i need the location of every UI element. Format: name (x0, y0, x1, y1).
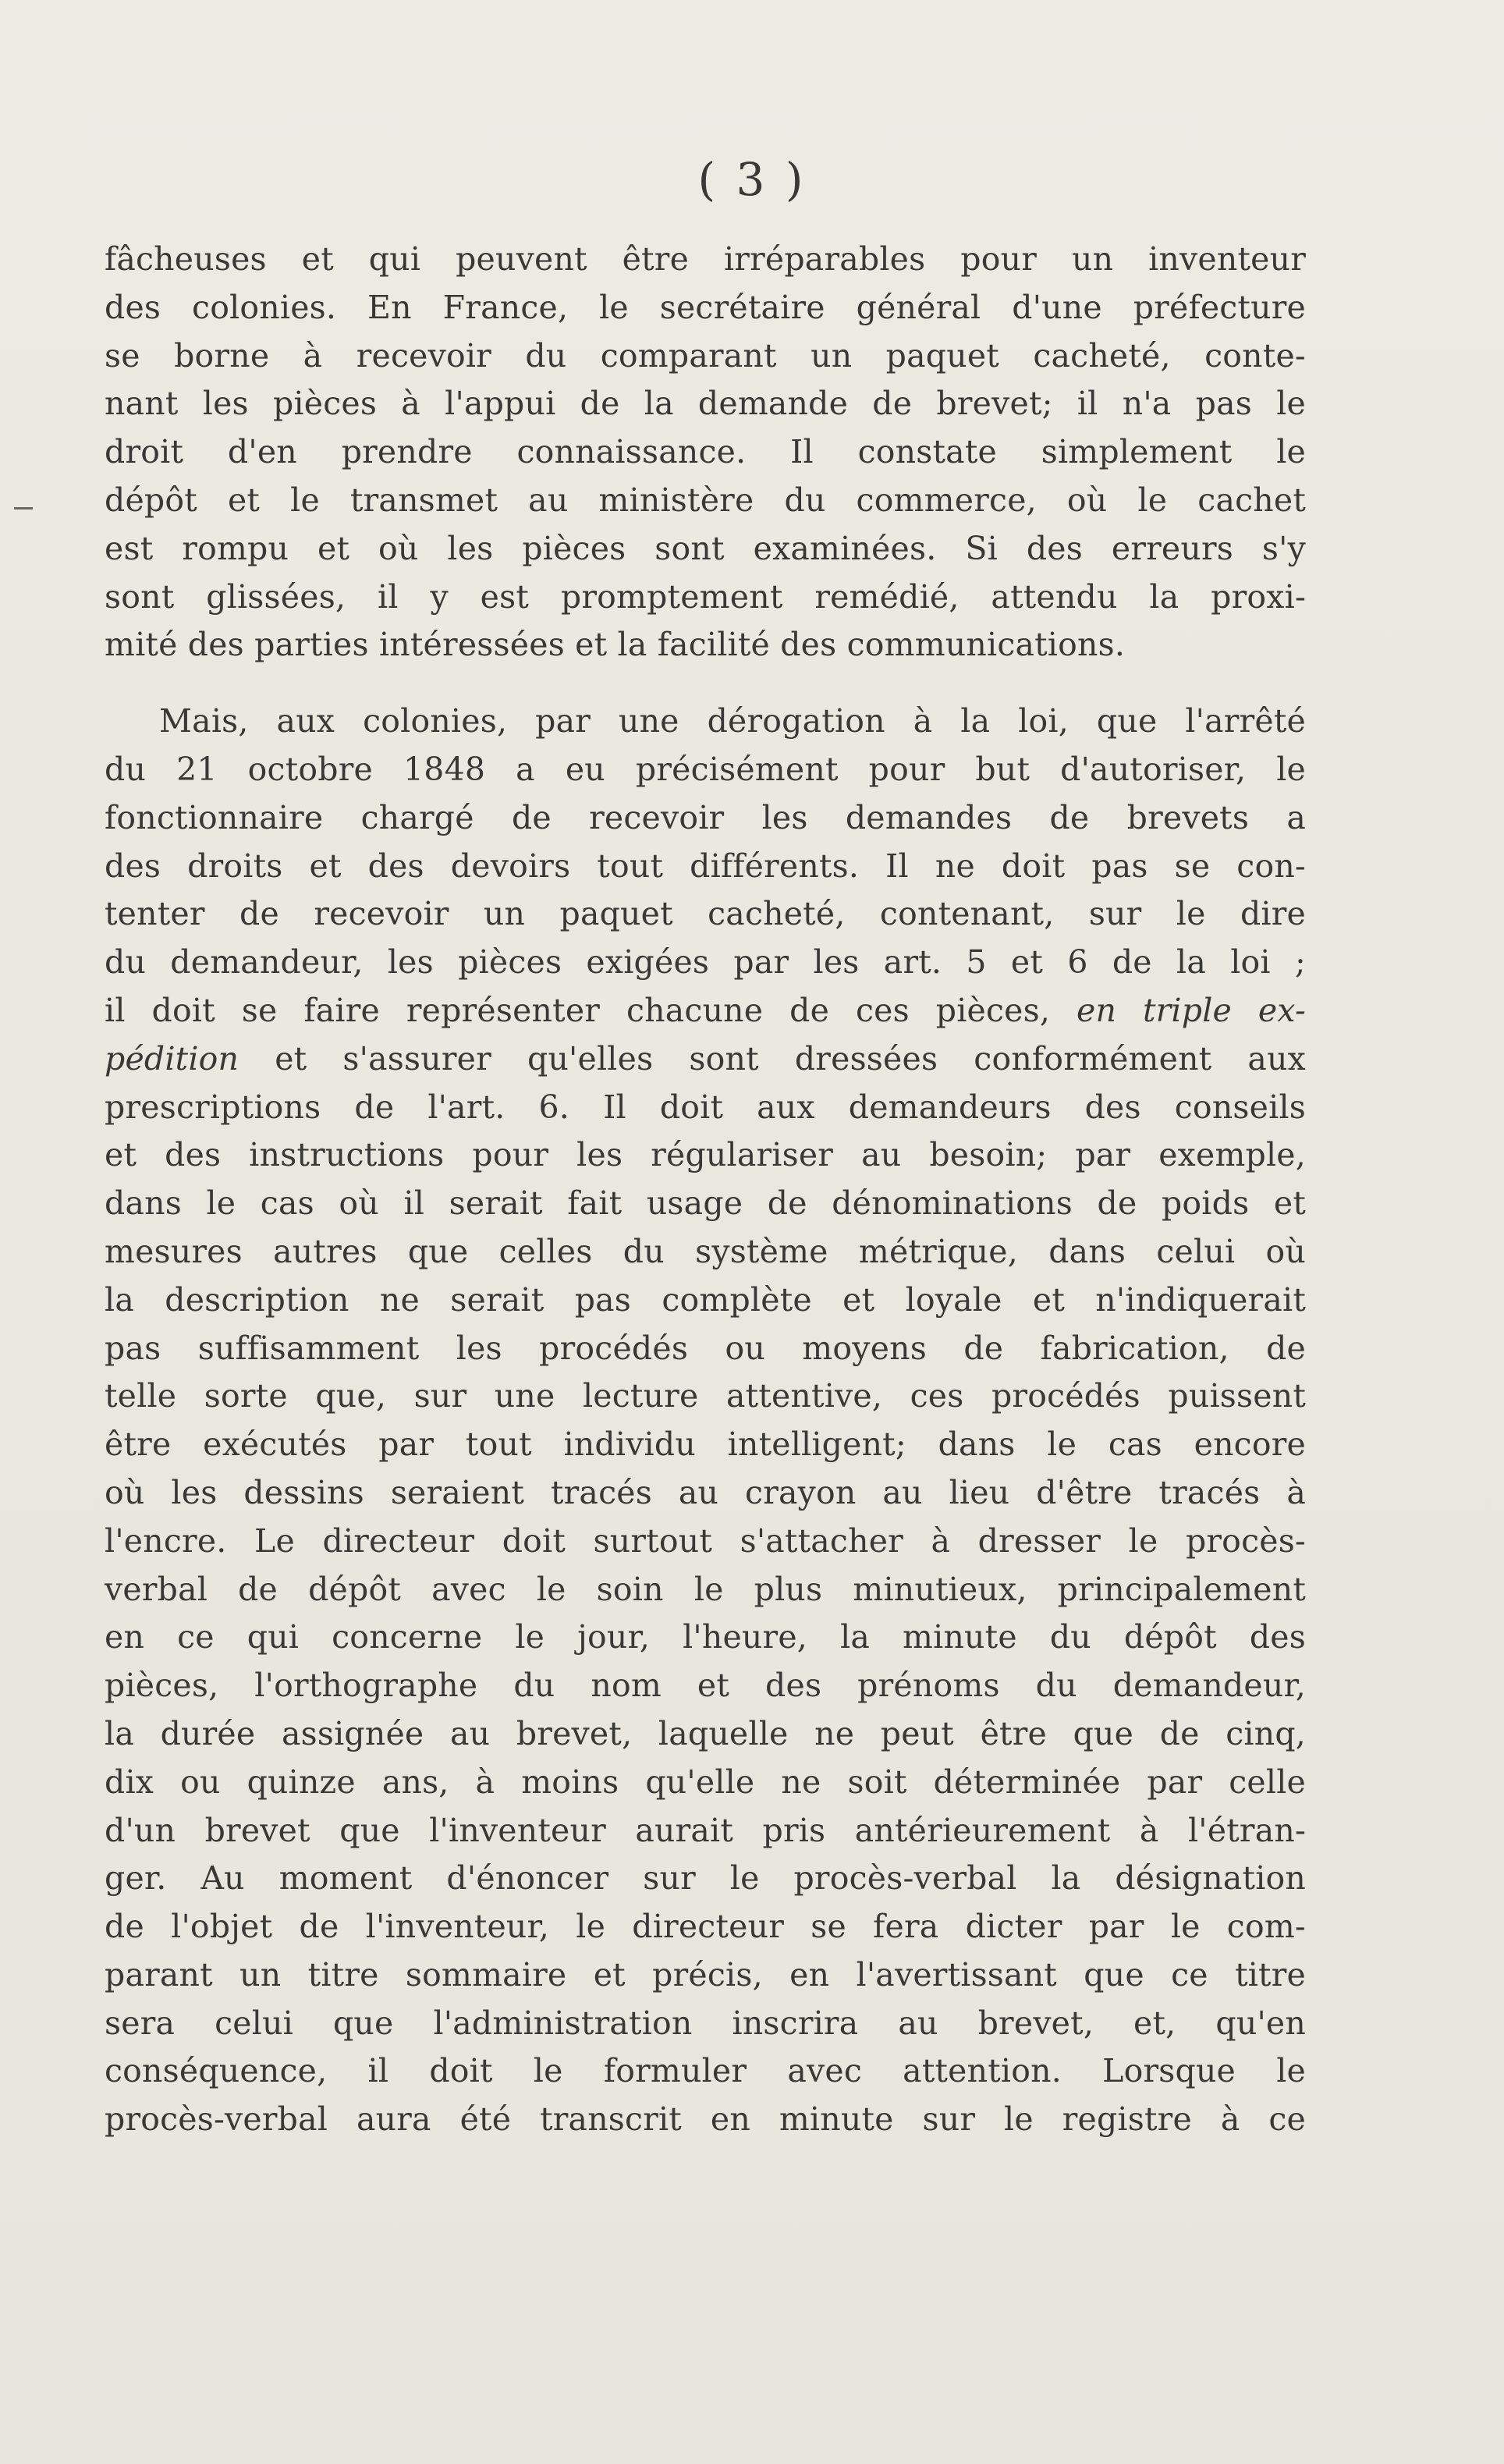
text-line: prescriptions de l'art. 6. Il doit aux demandeurs des conseils (105, 1088, 1306, 1126)
text-line: pièces, l'orthographe du nom et des prénoms du demandeur, (105, 1667, 1306, 1705)
text-line: des colonies. En France, le secrétaire général d'une préfecture (105, 288, 1306, 326)
text-line: et des instructions pour les régulariser au besoin; par exemple, (105, 1136, 1306, 1174)
text-line: verbal de dépôt avec le soin le plus minutieux, principalement (105, 1570, 1306, 1608)
text-line: du 21 octobre 1848 a eu précisément pour but d'autoriser, le (105, 750, 1306, 788)
margin-mark (14, 507, 33, 509)
text-line: mesures autres que celles du système métrique, dans celui où (105, 1232, 1306, 1270)
text-line: parant un titre sommaire et précis, en l'avertissant que ce titre (105, 1955, 1306, 1994)
text-line: sera celui que l'administration inscrira au brevet, et, qu'en (105, 2004, 1306, 2042)
text-line: dans le cas où il serait fait usage de dénominations de poids et (105, 1184, 1306, 1223)
text-line: sont glissées, il y est promptement remédié, attendu la proxi- (105, 577, 1306, 616)
text-line: pas suffisamment les procédés ou moyens de fabrication, de (105, 1329, 1306, 1367)
text-line: mité des parties intéressées et la facilité des communications. (105, 626, 1126, 664)
text-line: il doit se faire représenter chacune de ces pièces, en triple ex- (105, 991, 1306, 1029)
text-line: la description ne serait pas complète et loyale et n'indiquerait (105, 1280, 1306, 1319)
text-line: de l'objet de l'inventeur, le directeur se fera dicter par le com- (105, 1908, 1306, 1946)
text-line: tenter de recevoir un paquet cacheté, contenant, sur le dire (105, 895, 1306, 933)
text-line: du demandeur, les pièces exigées par les art. 5 et 6 de la loi ; (105, 943, 1306, 982)
text-line: l'encre. Le directeur doit surtout s'attacher à dresser le procès- (105, 1521, 1306, 1560)
text-line: dix ou quinze ans, à moins qu'elle ne soit déterminée par celle (105, 1763, 1306, 1801)
text-line: fâcheuses et qui peuvent être irréparables pour un inventeur (105, 240, 1306, 278)
text-line: procès-verbal aura été transcrit en minute sur le registre à ce (105, 2100, 1306, 2139)
text-line: des droits et des devoirs tout différents. Il ne doit pas se con- (105, 847, 1306, 885)
text-line: être exécutés par tout individu intelligent; dans le cas encore (105, 1425, 1306, 1464)
text-line: droit d'en prendre connaissance. Il constate simplement le (105, 433, 1306, 471)
text-line: dépôt et le transmet au ministère du commerce, où le cachet (105, 481, 1306, 519)
text-line: où les dessins seraient tracés au crayon au lieu d'être tracés à (105, 1473, 1306, 1511)
text-line: se borne à recevoir du comparant un paquet cacheté, conte- (105, 336, 1306, 375)
text-line: est rompu et où les pièces sont examinées. Si des erreurs s'y (105, 529, 1306, 567)
text-line: en ce qui concerne le jour, l'heure, la minute du dépôt des (105, 1618, 1306, 1656)
text-line: ger. Au moment d'énoncer sur le procès-verbal la désignation (105, 1859, 1306, 1898)
text-line: pédition et s'assurer qu'elles sont dressées conformément aux (105, 1039, 1306, 1078)
text-line: conséquence, il doit le formuler avec attention. Lorsque le (105, 2052, 1306, 2090)
paragraph-2 (105, 698, 1306, 2144)
text-line: telle sorte que, sur une lecture attentive, ces procédés puissent (105, 1377, 1306, 1415)
text-line: Mais, aux colonies, par une dérogation à la loi, que l'arrêté (159, 702, 1306, 740)
body-text (105, 236, 1306, 2144)
text-line: nant les pièces à l'appui de la demande de brevet; il n'a pas le (105, 385, 1306, 423)
paragraph-1 (105, 236, 1306, 669)
page-number: ( 3 ) (697, 153, 807, 206)
text-line: fonctionnaire chargé de recevoir les demandes de brevets a (105, 798, 1306, 836)
text-line: d'un brevet que l'inventeur aurait pris antérieurement à l'étran- (105, 1811, 1306, 1849)
text-line: la durée assignée au brevet, laquelle ne peut être que de cinq, (105, 1714, 1306, 1752)
